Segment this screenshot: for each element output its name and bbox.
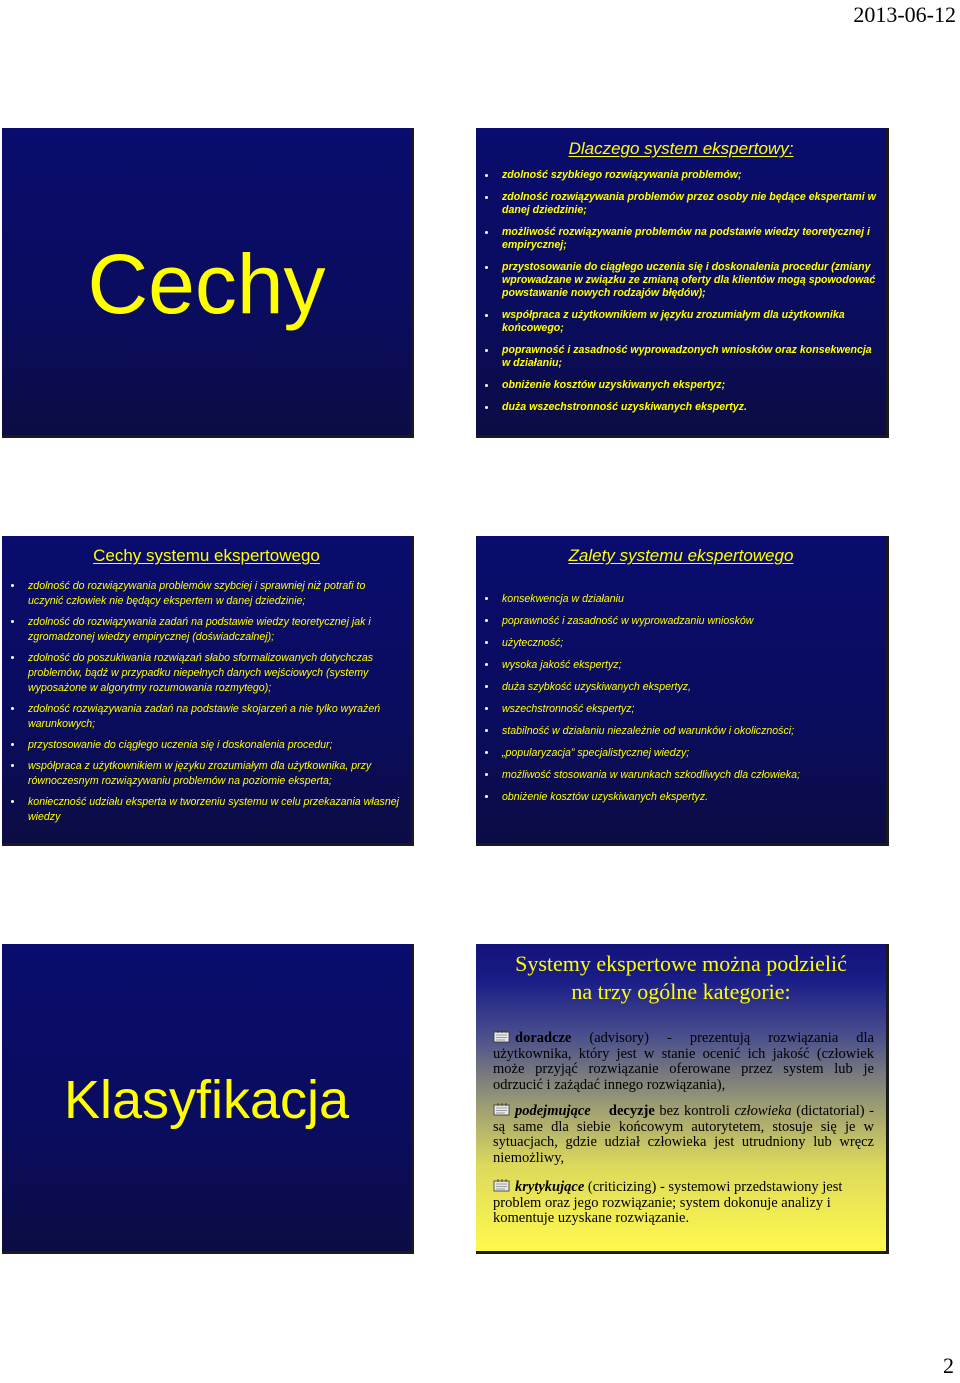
notepad-icon (493, 1103, 511, 1116)
slide-title: Cechy (87, 237, 326, 331)
list-item: zdolność do rozwiązywania problemów szybciej i sprawniej niż potrafi to uczynić człowiek nie będący ekspertem w danej dziedzinie; (2, 579, 401, 609)
list-item: możliwość stosowania w warunkach szkodliwych dla człowieka; (476, 768, 878, 783)
notepad-icon (493, 1179, 511, 1192)
list-item: przystosowanie do ciągłego uczenia się i doskonalenia procedur; (2, 738, 401, 753)
bullet-list (476, 592, 886, 805)
slide-title: Klasyfikacja (63, 1070, 350, 1130)
list-item: zdolność do rozwiązywania zadań na podstawie wiedzy teoretycznej jak i zgromadzonej wiedzy empirycznej (doświadczalnej); (2, 615, 401, 645)
list-item: wysoka jakość ekspertyz; (476, 658, 878, 673)
list-item: „popularyzacja” specjalistycznej wiedzy; (476, 746, 878, 761)
category-dictatorial: podejmujące decyzje bez kontroli człowieka (dictatorial) - są same dla siebie końcowym autorytetem, stosuje się je w sytuacjach, gdzie udział człowieka jest utrudniony lub wręcz niemożliwy, (493, 1103, 875, 1166)
slide-title: Cechy systemu ekspertowego (93, 546, 320, 565)
category-criticizing: krytykujące (criticizing) - systemowi przedstawiony jest problem oraz jego rozwiązanie; system dokonuje analizy i komentuje uzyskane rozwiązanie. (493, 1179, 843, 1226)
slide-zalety (476, 536, 889, 846)
page-date: 2013-06-12 (853, 2, 956, 27)
bullet-list (476, 169, 886, 414)
slide-kategorie (476, 944, 889, 1254)
slide-cechy (2, 128, 414, 438)
list-item: obniżenie kosztów uzyskiwanych ekspertyz. (476, 790, 878, 805)
list-item: użyteczność; (476, 636, 878, 651)
list-item: konieczność udziału eksperta w tworzeniu systemu w celu przekazania własnej wiedzy (2, 795, 401, 825)
list-item: zdolność szybkiego rozwiązywania problemów; (476, 169, 878, 182)
notepad-icon (493, 1030, 511, 1043)
slide-title: Dlaczego system ekspertowy: (568, 139, 794, 158)
list-item: przystosowanie do ciągłego uczenia się i doskonalenia procedur (zmiany wprowadzane w związku ze zmianą oferty dla klientów mogą spowodować powstawanie nowych rodzajów błędów); (476, 261, 878, 300)
page-number: 2 (943, 1353, 954, 1378)
list-item: konsekwencja w działaniu (476, 592, 878, 607)
slide-title: Zalety systemu ekspertowego (568, 546, 794, 565)
list-item: zdolność rozwiązywania problemów przez osoby nie będące ekspertami w danej dziedzinie; (476, 191, 878, 217)
list-item: obniżenie kosztów uzyskiwanych ekspertyz; (476, 379, 878, 392)
list-item: możliwość rozwiązywanie problemów na podstawie wiedzy teoretycznej i empirycznej; (476, 226, 878, 252)
list-item: wszechstronność ekspertyz; (476, 702, 878, 717)
list-item: współpraca z użytkownikiem w języku zrozumiałym dla użytkownika końcowego; (476, 309, 878, 335)
list-item: poprawność i zasadność wyprowadzonych wniosków oraz konsekwencja w działaniu; (476, 344, 878, 370)
slide-dlaczego (476, 128, 889, 438)
list-item: zdolność rozwiązywania zadań na podstawie skojarzeń a nie tylko wyrażeń warunkowych; (2, 702, 401, 732)
slide-cechy-systemu (2, 536, 414, 846)
list-item: zdolność do poszukiwania rozwiązań słabo sformalizowanych dotychczas problemów, bądź w przypadku niepełnych danych wejściowych (systemy wyposażone w algorytmy rozumowania rozmytego); (2, 651, 401, 696)
list-item: duża wszechstronność uzyskiwanych ekspertyz. (476, 401, 878, 414)
bullet-list (2, 579, 411, 825)
list-item: stabilność w działaniu niezależnie od warunków i okoliczności; (476, 724, 878, 739)
category-advisory: doradcze (advisory) - prezentują rozwiązania dla użytkownika, który jest w stanie ocenić ich jakość (człowiek może przyjąć rozwiązanie oferowane przez system lub je odrzucić i zażądać innego rozwiązania), (493, 1030, 874, 1093)
slide-klasyfikacja (2, 944, 414, 1254)
list-item: duża szybkość uzyskiwanych ekspertyz, (476, 680, 878, 695)
slide-title-line1: Systemy ekspertowe można podzielić (515, 951, 847, 976)
list-item: współpraca z użytkownikiem w języku zrozumiałym dla użytkownika, przy równoczesnym rozwiązywaniu problemów na poziomie eksperta; (2, 759, 401, 789)
list-item: poprawność i zasadność w wyprowadzaniu wniosków (476, 614, 878, 629)
slide-title-line2: na trzy ogólne kategorie: (571, 979, 791, 1004)
